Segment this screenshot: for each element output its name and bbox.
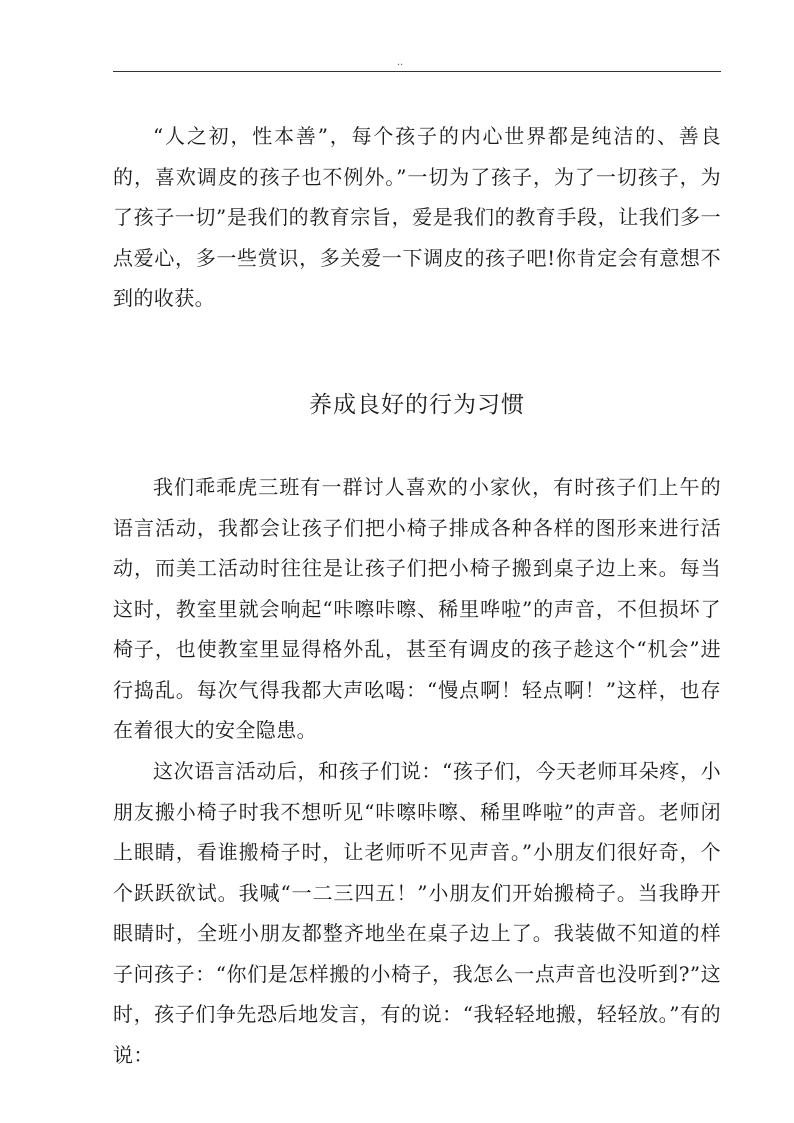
section-paragraph-2: 这次语言活动后，和孩子们说：“孩子们，今天老师耳朵疼，小朋友搬小椅子时我不想听见“咔嚓咔嚓、稀里哗啦”的声音。老师闭上眼睛，看谁搬椅子时，让老师听不见声音。”小朋友们很好奇，个个跃跃欲试。我喊“一二三四五！”小朋友们开始搬椅子。当我睁开眼睛时，全班小朋友都整齐地坐在桌子边上了。我装做不知道的样子问孩子：“你们是怎样搬的小椅子，我怎么一点声音也没听到?”这时，孩子们争先恐后地发言，有的说：“我轻轻地搬，轻轻放。”有的说： — [113, 759, 721, 1067]
section-title: 养成良好的行为习惯 — [309, 392, 525, 418]
header-mark: .. — [396, 57, 404, 68]
header-rule — [113, 71, 721, 72]
section-paragraph-1: 我们乖乖虎三班有一群讨人喜欢的小家伙，有时孩子们上午的语言活动，我都会让孩子们把小椅子排成各种各样的图形来进行活动，而美工活动时往往是让孩子们把小椅子搬到桌子边上来。每当这时，教室里就会响起“咔嚓咔嚓、稀里哗啦”的声音，不但损坏了椅子，也使教室里显得格外乱，甚至有调皮的孩子趁这个“机会”进行捣乱。每次气得我都大声吆喝：“慢点啊！轻点啊！”这样，也存在着很大的安全隐患。 — [113, 475, 721, 742]
intro-paragraph: “人之初，性本善”，每个孩子的内心世界都是纯洁的、善良的，喜欢调皮的孩子也不例外。”一切为了孩子，为了一切孩子，为了孩子一切”是我们的教育宗旨，爱是我们的教育手段，让我们多一点爱心，多一些赏识，多关爱一下调皮的孩子吧!你肯定会有意想不到的收获。 — [113, 124, 721, 310]
